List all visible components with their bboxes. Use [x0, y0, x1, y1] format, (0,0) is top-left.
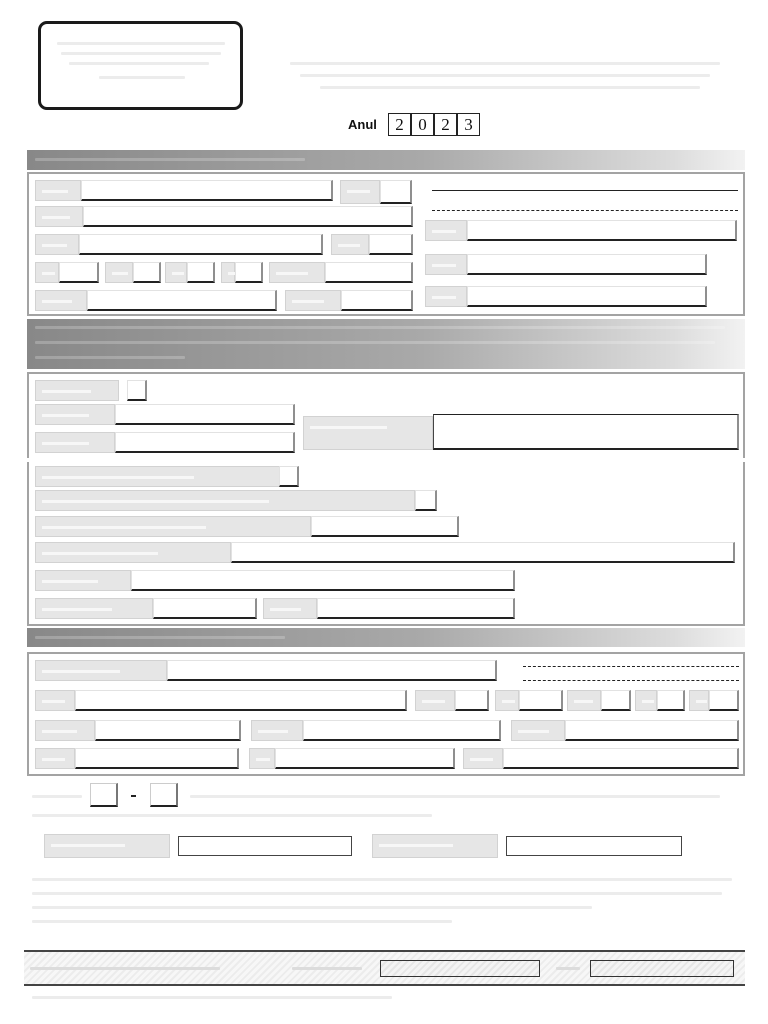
representative-floor-input[interactable]: [657, 690, 685, 711]
signature-input[interactable]: [178, 836, 352, 856]
representative-cnp-dashed-line[interactable]: [523, 680, 739, 681]
field-label: [35, 290, 87, 311]
start-date-input[interactable]: [153, 598, 257, 619]
section-3-header: [27, 628, 745, 647]
representative-email-input[interactable]: [503, 748, 739, 769]
field-label: [35, 748, 75, 769]
annex-pages-box[interactable]: [150, 783, 178, 807]
field-label: [35, 380, 119, 401]
year-digit-3[interactable]: 2: [434, 113, 457, 136]
representative-fax-input[interactable]: [275, 748, 455, 769]
registration-date-box[interactable]: [590, 960, 734, 977]
representative-locality-input[interactable]: [303, 720, 501, 741]
firstname-input[interactable]: [83, 206, 413, 227]
field-label: [635, 690, 657, 711]
declaration-text-faint: [32, 814, 432, 817]
representative-number-input[interactable]: [455, 690, 489, 711]
email-input[interactable]: [467, 286, 707, 307]
locality-input[interactable]: [87, 290, 277, 311]
section-2-header: [27, 319, 745, 369]
field-label: [44, 834, 170, 858]
representative-stair-input[interactable]: [601, 690, 631, 711]
field-label: [303, 416, 433, 450]
postal-code-input[interactable]: [341, 290, 413, 311]
field-label: [35, 598, 153, 619]
annex-label-faint: [32, 795, 82, 798]
note-text-faint: [32, 906, 592, 909]
description-input[interactable]: [433, 414, 739, 450]
field-label: [425, 254, 467, 275]
field-label: [35, 490, 415, 511]
representative-name-input[interactable]: [167, 660, 497, 681]
field-label: [35, 206, 83, 227]
field-label: [340, 180, 380, 204]
field-label: [495, 690, 519, 711]
field-label: [105, 262, 133, 283]
year-digit-4[interactable]: 3: [457, 113, 480, 136]
field-label: [35, 690, 75, 711]
account-input[interactable]: [231, 542, 735, 563]
block-input[interactable]: [59, 262, 99, 283]
field-label: [221, 262, 235, 283]
stair-input[interactable]: [133, 262, 161, 283]
name-input[interactable]: [81, 180, 333, 201]
apartment-input[interactable]: [235, 262, 263, 283]
field-label: [511, 720, 565, 741]
representative-code-dashed-line[interactable]: [523, 666, 739, 667]
field-label: [35, 542, 231, 563]
section-1-panel: [27, 172, 745, 316]
field-label: [263, 598, 317, 619]
field-label: [372, 834, 498, 858]
registration-number-box[interactable]: [380, 960, 540, 977]
field-label: [35, 516, 311, 537]
field-label: [35, 466, 291, 487]
number-input[interactable]: [369, 234, 413, 255]
field-label: [567, 690, 601, 711]
fax-input[interactable]: [467, 254, 707, 275]
field-label: [425, 220, 467, 241]
amount-2-input[interactable]: [115, 432, 295, 453]
representative-apartment-input[interactable]: [709, 690, 739, 711]
issuer-logo-box: [38, 21, 243, 110]
field-label: [35, 660, 167, 681]
representative-postal-input[interactable]: [565, 720, 739, 741]
field-label: [415, 690, 455, 711]
section-1-header: [27, 150, 745, 170]
street-input[interactable]: [79, 234, 323, 255]
field-label: [35, 262, 59, 283]
note-text-faint: [32, 892, 722, 895]
id-code-line: [432, 190, 738, 191]
annex-separator: [131, 795, 136, 797]
registration-footer: [24, 950, 745, 986]
representative-block-input[interactable]: [519, 690, 563, 711]
annex-text-faint: [190, 795, 720, 798]
field-label: [689, 690, 709, 711]
note-text-faint: [32, 920, 452, 923]
field-label: [331, 234, 369, 255]
representative-county-input[interactable]: [95, 720, 241, 741]
field-label: [285, 290, 341, 311]
field-label: [425, 286, 467, 307]
annex-count-box[interactable]: [90, 783, 118, 807]
section-2-panel: [27, 372, 745, 626]
option-checkbox[interactable]: [127, 380, 147, 401]
field-label: [35, 180, 81, 201]
field-label: [35, 432, 115, 453]
field-label: [35, 720, 95, 741]
end-date-input[interactable]: [317, 598, 515, 619]
form-title-faint: [280, 60, 730, 100]
field-label: [35, 570, 131, 591]
field-label: [249, 748, 275, 769]
field-label: [269, 262, 325, 283]
bank-input[interactable]: [131, 570, 515, 591]
initial-input[interactable]: [380, 180, 412, 204]
field-label: [463, 748, 503, 769]
representative-signature-input[interactable]: [506, 836, 682, 856]
cnp-dashed-line[interactable]: [432, 210, 738, 211]
year-digit-2[interactable]: 0: [411, 113, 434, 136]
field-label: [251, 720, 303, 741]
representative-phone-input[interactable]: [75, 748, 239, 769]
section-3-panel: [27, 652, 745, 776]
option-2-checkbox[interactable]: [279, 466, 299, 487]
amount-input[interactable]: [115, 404, 295, 425]
note-text-faint: [32, 878, 732, 881]
footer-note-faint: [32, 996, 392, 999]
representative-street-input[interactable]: [75, 690, 407, 711]
phone-input[interactable]: [467, 220, 737, 241]
field-label: [35, 404, 115, 425]
county-input[interactable]: [325, 262, 413, 283]
year-label: Anul: [348, 117, 377, 132]
field-label: [165, 262, 187, 283]
reference-input[interactable]: [311, 516, 459, 537]
sub-divider: [27, 458, 745, 462]
floor-input[interactable]: [187, 262, 215, 283]
field-label: [35, 234, 79, 255]
year-digit-1[interactable]: 2: [388, 113, 411, 136]
option-3-checkbox[interactable]: [415, 490, 437, 511]
